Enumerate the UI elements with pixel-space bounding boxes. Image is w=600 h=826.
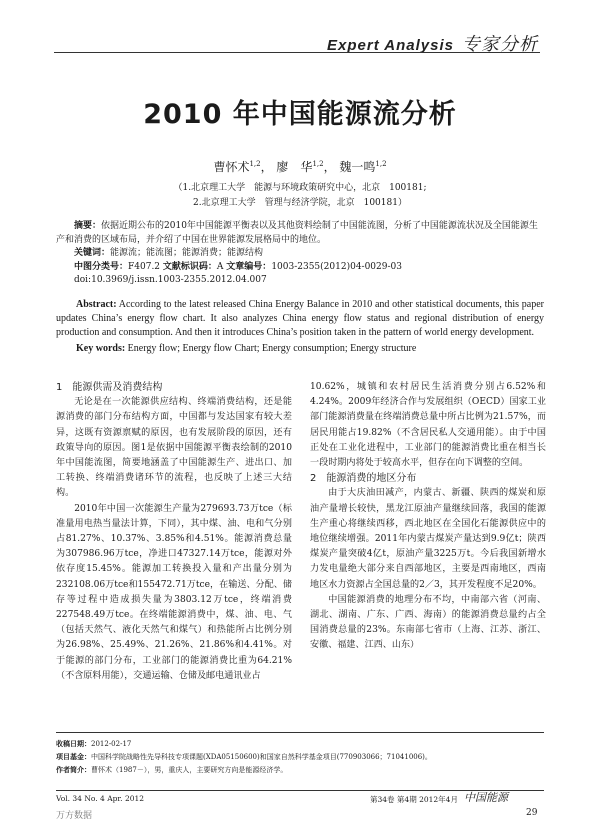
author-affil-mark: 1,2 (375, 160, 387, 168)
keywords-cn-label: 关键词： (74, 248, 111, 258)
fund-text: 中国科学院战略性先导科技专项课题(XDA05150600)和国家自然科学基金项目(770903066；71041006)。 (91, 753, 432, 761)
keywords-cn: 能源流；能流图；能源消费；能源结构 (110, 248, 264, 258)
footer-journal-logo: 中国能源 (464, 791, 508, 804)
header-rule (54, 52, 540, 53)
body-right-column (310, 380, 546, 654)
author-line: 曹怀术$^{1,2}$， 廖 华$^{1,2}$， 魏一鸣$^{1,2}$ (213, 160, 387, 174)
abstract-cn-label: 摘要： (74, 221, 102, 231)
abstract-en-text: According to the latest released China Energy Balance in 2010 and other statistical documents, this paper updates China’s energy flow chart. It also analyzes China energy flow status and regional distribution of energy production and consumption. And then it introduces China’s position taken in the pattern of world energy development. (56, 299, 545, 338)
doi: doi:10.3969/j.issn.1003-2355.2012.04.007 (74, 275, 267, 285)
clc-label: 中图分类号： (74, 261, 129, 272)
author-affil-mark: 1,2 (249, 160, 261, 168)
abstract-cn-text: 依据近期公布的2010年中国能源平衡表以及其他资料绘制了中国能流图，分析了中国能源流状况及全国能源生产和消费的区域布局，并介绍了中国在世界能源发展格局中的地位。 (56, 221, 538, 245)
abstract-en (56, 298, 544, 356)
running-header (0, 0, 600, 68)
abstract-cn (56, 220, 544, 288)
author-bio: 曹怀术（1987－），男，重庆人，主要研究方向是能源经济学。 (91, 766, 288, 774)
paragraph: 中国能源消费的地理分布不均，中南部六省（河南、湖北、湖南、广东、广西、海南）的能源消费总量约占全国消费总量的23%。东南部七省市（上海、江苏、浙江、安徽、福建、江西、山东） (310, 594, 546, 651)
keywords-en-label: Key words: (76, 343, 126, 354)
footer-issue: 第34卷 第4期 2012年4月 (370, 795, 458, 804)
author-name: 廖 华 (276, 160, 313, 174)
abstract-en-label: Abstract: (76, 299, 117, 310)
doc-code-label: 文献标识码： (162, 261, 217, 272)
author-name: 魏一鸣 (339, 160, 376, 174)
watermark: 万方数据 (56, 811, 93, 821)
body-left-column (56, 380, 292, 684)
fund-label: 项目基金： (56, 753, 91, 761)
article-title: 2010 年中国能源流分析 (143, 99, 457, 130)
received-label: 收稿日期： (56, 740, 91, 748)
section-heading-1: 1 能源供需及消费结构 (56, 382, 163, 393)
article-number: 1003-2355(2012)04-0029-03 (271, 261, 402, 272)
page-number: 29 (526, 808, 538, 818)
paragraph: 由于大庆油田减产，内蒙古、新疆、陕西的煤炭和原油产量增长较快，黑龙江原油产量继续回落，我国的能源生产重心将继续西移，西北地区在全国化石能源供应中的地位继续增强。2011年内蒙古煤炭产量达到9.9亿t；陕西煤炭产量突破4亿t，原油产量3225万t。今后我国新增水力发电量绝大部分来自西部地区，主要是西南地区，西南地区水力资源占全国总量的2／3，其开发程度不足20%。 (310, 488, 546, 590)
affiliation-1: （1.北京理工大学 能源与环境政策研究中心，北京 100181; (173, 183, 427, 193)
doc-code: A (216, 261, 224, 272)
received-date: 2012-02-17 (91, 740, 132, 748)
affiliation-2: 2.北京理工大学 管理与经济学院，北京 100181） (193, 198, 407, 208)
footnotes (56, 738, 544, 777)
paragraph: 2010年中国一次能源生产量为279693.73万tce（标准量用电热当量法计算，下同），其中煤、油、电和气分别占81.27%、10.37%、3.85%和4.51%。能源消费总量为307986.96万tce，净进口47327.14万tce，能源对外依存度15.45%。能源加工转换投入量和产出量分别为232108.06万tce和155472.71万tce，在输送、分配、储存等过程中造成损失量为3803.12万tce，终端消费227548.49万tce。在终端能源消费中，煤、油、电、气（包括天然气、液化天然气和煤气）和热能所占比例分别为26.98%、25.49%、21.26%、21.86%和4.41%。对于能源的部门分布，工业部门的能源消费比重为64.21%（不含原料用能），交通运输、仓储及邮电通讯业占 (56, 503, 292, 681)
paragraph: 无论是在一次能源供应结构、终端消费结构，还是能源消费的部门分布结构方面，中国都与发达国家有较大差异，这既有资源禀赋的原因，也有发展阶段的原因，还有政策导向的原因。图1是依据中国能源平衡表绘制的2010年中国能流图，简要地涵盖了中国能源生产、进出口、加工转换、终端消费诸环节的流程，也反映了上述三大结构。 (56, 397, 292, 499)
section-label-cn: 专家分析 (462, 34, 538, 55)
footer-volume: Vol. 34 No. 4 Apr. 2012 (56, 794, 145, 803)
section-heading-2: 2 能源消费的地区分布 (310, 473, 417, 485)
article-no-label: 文章编号： (226, 261, 272, 272)
footnote-rule (56, 732, 544, 733)
clc-number: F407.2 (128, 261, 161, 272)
paragraph: 10.62%，城镇和农村居民生活消费分别占6.52%和4.24%。2009年经济合作与发展组织（OECD）国家工业部门能源消费量在终端消费总量中所占比例为21.57%，而居民用能占19.82%（不含居民私人交通用能）。由于中国正处在工业化进程中，工业部门的能源消费比重在相当长一段时期内将处于较高水平，但存在向下调整的空间。 (310, 382, 546, 469)
author-name: 曹怀术 (213, 160, 250, 174)
author-affil-mark: 1,2 (312, 160, 324, 168)
section-label-en: Expert Analysis (327, 37, 454, 54)
keywords-en: Energy flow; Energy flow Chart; Energy consumption; Energy structure (127, 343, 417, 354)
author-bio-label: 作者简介： (56, 766, 91, 774)
